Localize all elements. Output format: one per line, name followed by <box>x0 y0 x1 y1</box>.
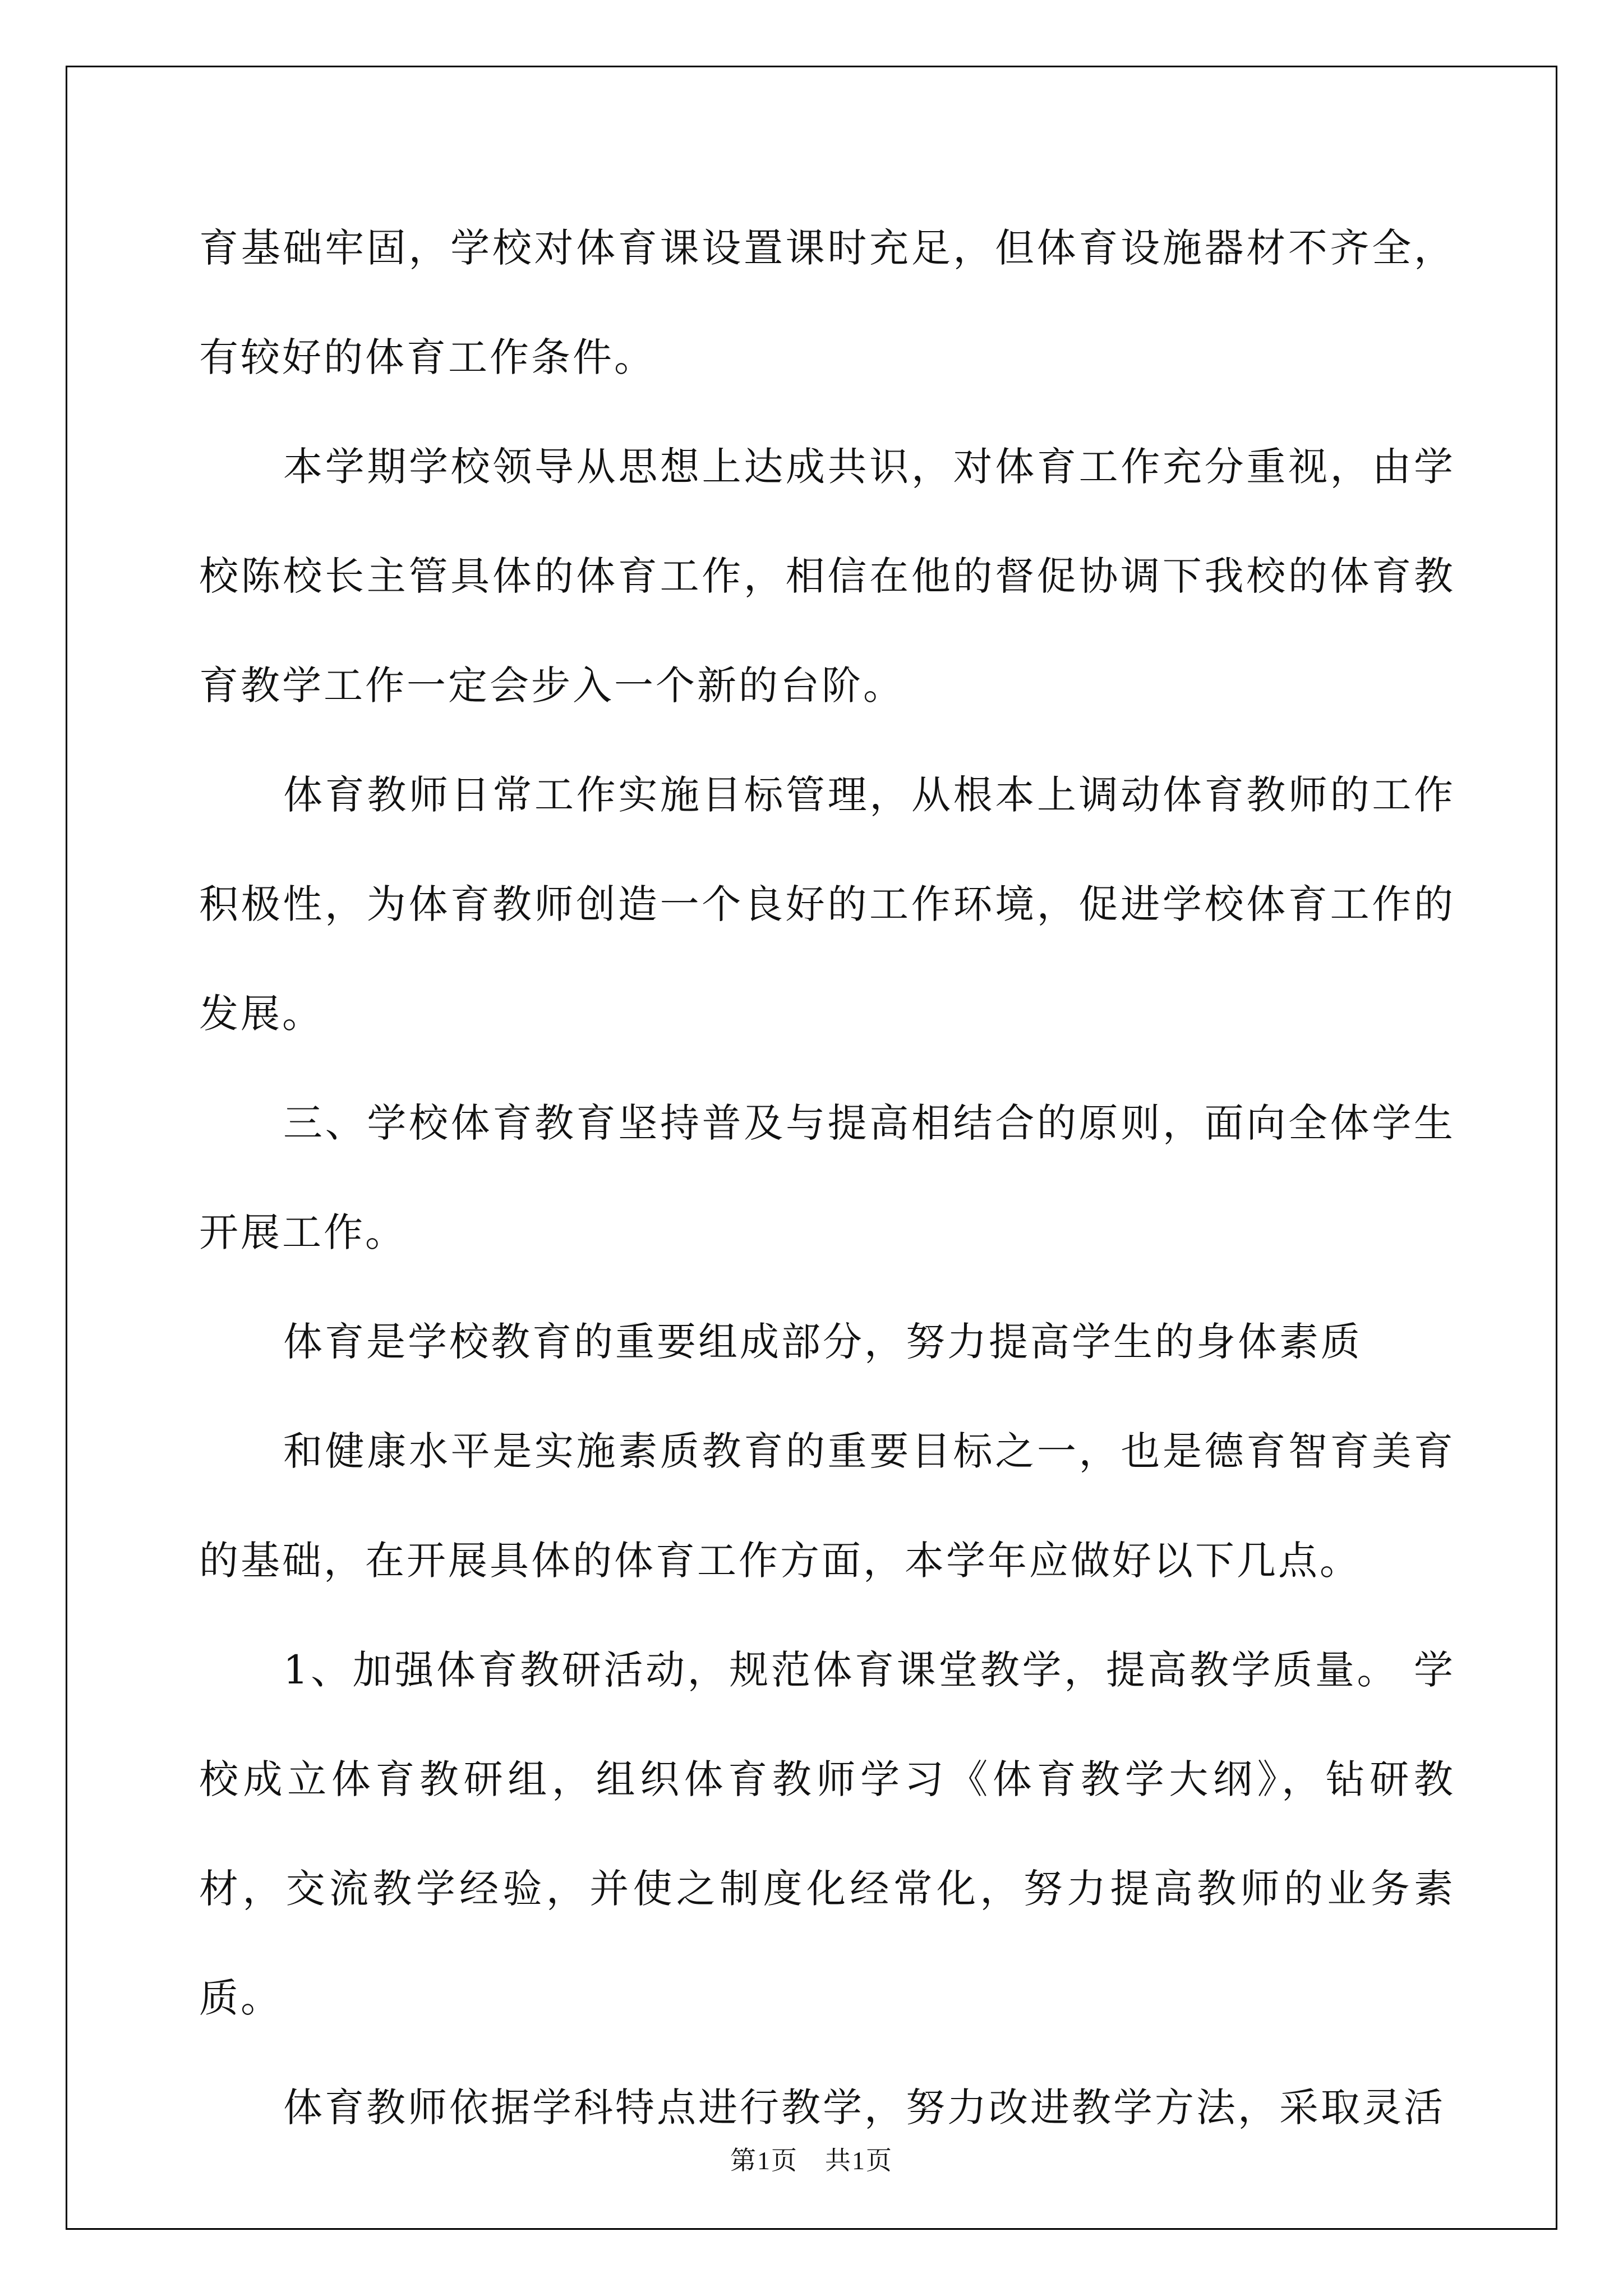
paragraph-8: 体育教师依据学科特点进行教学，努力改进教学方法，采取灵活 <box>283 2085 1445 2131</box>
page-footer: 第1页 共1页 <box>730 2146 893 2175</box>
paragraph-2: 本学期学校领导从思想上达成共识，对体育工作充分重视，由学校陈校长主管具体的体育工作，相信在他的督促协调下我校的体育教育教学工作一定会步入一个新的台阶。 <box>199 444 1455 708</box>
paragraph-7: 1、加强体育教研活动，规范体育课堂教学，提高教学质量。 学校成立体育教研组，组织体育教师学习《体育教学大纲》，钻研教材，交流教学经验，并使之制度化经常化，努力提高教师的业务素质。 <box>199 1647 1455 2021</box>
paragraph-4: 三、学校体育教育坚持普及与提高相结合的原则，面向全体学生开展工作。 <box>199 1100 1455 1255</box>
paragraph-6: 和健康水平是实施素质教育的重要目标之一，也是德育智育美育的基础，在开展具体的体育工作方面，本学年应做好以下几点。 <box>199 1428 1455 1584</box>
document-body <box>199 194 1455 2162</box>
paragraph-1: 育基础牢固，学校对体育课设置课时充足，但体育设施器材不齐全，有较好的体育工作条件。 <box>199 225 1455 380</box>
paragraph-3: 体育教师日常工作实施目标管理，从根本上调动体育教师的工作积极性，为体育教师创造一个良好的工作环境，促进学校体育工作的发展。 <box>199 772 1455 1037</box>
paragraph-5: 体育是学校教育的重要组成部分，努力提高学生的身体素质 <box>283 1319 1362 1365</box>
